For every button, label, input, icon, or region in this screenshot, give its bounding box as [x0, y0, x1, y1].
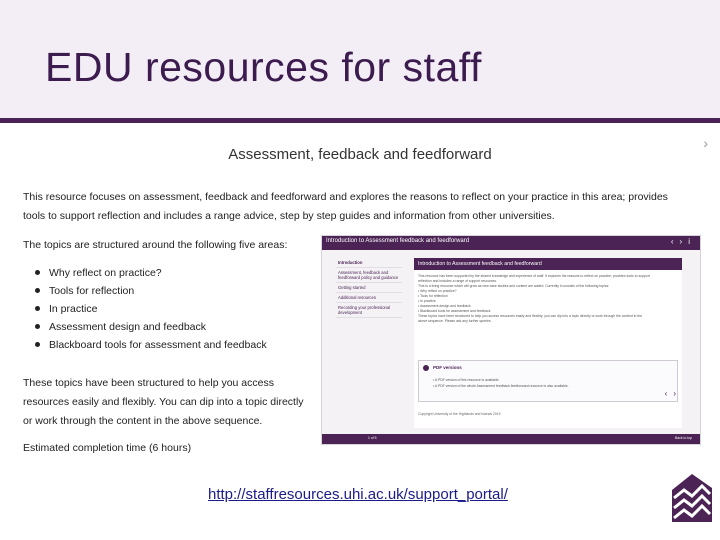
module-copyright: Copyright University of the Highlands and Islands 2019: [418, 412, 501, 416]
chevron-right-icon[interactable]: ›: [679, 237, 689, 246]
nav-item-professional-development[interactable]: Recording your professional development: [336, 303, 402, 318]
body-line: This is a living resource which will grow as new case studies and content are added. Currently it consists of the following topics:: [418, 284, 610, 288]
chevron-left-icon[interactable]: ‹: [664, 389, 674, 398]
chevron-right-icon: ›: [703, 135, 708, 151]
topics-list: [35, 264, 267, 354]
body-line: • Assessment design and feedback: [418, 304, 471, 308]
body-line: • Tools for reflection: [418, 294, 448, 298]
body-line: above sequence. Please ask any further queries.: [418, 319, 492, 323]
pdf-icon: [423, 365, 429, 371]
module-content-title: Introduction to Assessment feedback and feedforward: [418, 261, 542, 267]
list-item: Assessment design and feedback: [35, 318, 267, 336]
module-title-bar: [322, 236, 700, 250]
module-preview: [321, 235, 701, 445]
body-line: This resource has been supported by the shared knowledge and experience of staff. It explores the reasons to reflect on practice; provides tools to support: [418, 274, 650, 278]
info-icon[interactable]: i: [688, 237, 696, 246]
list-item: Tools for reflection: [35, 282, 267, 300]
back-to-top-link[interactable]: Back to top: [675, 436, 692, 440]
support-portal-link[interactable]: http://staffresources.uhi.ac.uk/support_portal/: [208, 486, 508, 503]
body-line: • Blackboard tools for assessment and feedback: [418, 309, 491, 313]
body-line: These topics have been structured to help you access resources easily and flexibly; you can dip into a topic directly or work through the content in the: [418, 314, 643, 318]
chevron-right-icon[interactable]: ›: [673, 389, 682, 398]
title-divider: [0, 118, 720, 123]
module-bar-icons: [671, 237, 696, 246]
resource-screenshot: [17, 140, 703, 460]
completion-time: Estimated completion time (6 hours): [23, 442, 192, 454]
topics-intro: The topics are structured around the following five areas:: [23, 239, 288, 251]
module-footer: [322, 434, 700, 444]
pdf-links: [433, 377, 569, 389]
list-item: Blackboard tools for assessment and feedback: [35, 336, 267, 354]
list-item: In practice: [35, 300, 267, 318]
body-line: reflection and includes a range of support resources.: [418, 279, 497, 283]
module-content-header: [414, 258, 682, 270]
structure-text: These topics have been structured to help you access resources easily and flexibly. You can dip into a topic directly or work through the content in the above sequence.: [23, 377, 304, 427]
chevron-left-icon[interactable]: ‹: [670, 237, 680, 246]
nav-item-additional-resources[interactable]: Additional resources: [336, 293, 402, 303]
module-content: [414, 258, 682, 428]
pdf-link[interactable]: • A PDF version of this resource is available.: [433, 378, 500, 382]
uhi-logo-icon: [668, 470, 716, 526]
nav-item-getting-started[interactable]: Getting started: [336, 283, 402, 293]
nav-item-policy[interactable]: Assessment, feedback and feedforward policy and guidance: [336, 268, 402, 283]
nav-item-introduction[interactable]: Introduction: [336, 258, 402, 268]
slide-header: [0, 0, 720, 118]
module-bar-title: Introduction to Assessment feedback and feedforward: [326, 238, 470, 244]
body-line: • In practice: [418, 299, 436, 303]
pdf-title: PDF versions: [433, 365, 462, 370]
page-count: 1 of 5: [368, 436, 377, 440]
resource-intro: This resource focuses on assessment, feedback and feedforward and explores the reasons to reflect on your practice in this area; provides tools to support reflection and includes a range advice, step by step guides and information from other universities.: [23, 191, 668, 222]
module-page-arrows: [665, 389, 682, 398]
resource-title: Assessment, feedback and feedforward: [228, 146, 492, 163]
slide-title: EDU resources for staff: [45, 44, 482, 90]
pdf-link[interactable]: • A PDF version of the whole Assessment feedback feedforward resource is also available.: [433, 384, 569, 388]
module-nav: [336, 258, 402, 318]
module-body: [418, 274, 676, 324]
pdf-versions-box: [418, 360, 678, 402]
list-item: Why reflect on practice?: [35, 264, 267, 282]
body-line: • Why reflect on practice?: [418, 289, 457, 293]
